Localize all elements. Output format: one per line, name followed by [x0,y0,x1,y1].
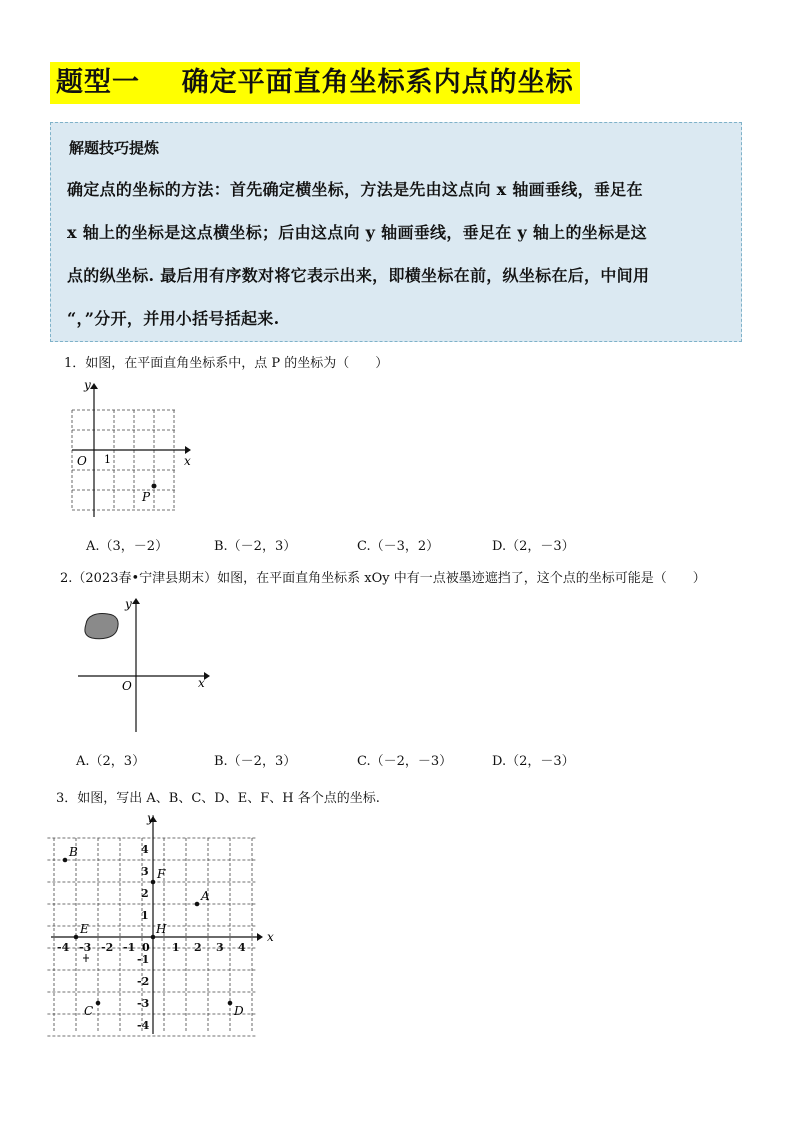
q3-point-label: E [80,922,89,936]
q3-point-label: H [156,922,167,936]
q2-text: 2.（2023春•宁津县期末）如图，在平面直角坐标系 xOy 中有一点被墨迹遮挡了，这个点的坐标可能是（ ） [60,571,706,586]
q3-y-tick-label: 1 [141,909,149,922]
q1-option-c[interactable]: C.（－3，2） [357,539,440,554]
q3-point-label: D [234,1004,244,1018]
q3-figure [45,810,285,1040]
q2-ink-blot [85,613,118,638]
q2-figure [72,590,222,740]
q1-text: 1．如图，在平面直角坐标系中，点 P 的坐标为（ ） [64,356,389,371]
q3-point-c [96,1001,101,1006]
q3-point-a [195,902,200,907]
q3-y-tick-label: -3 [137,997,150,1010]
q3-origin-label: 0 [142,941,150,954]
q1-unit-label: 1 [104,453,111,466]
q3-point-d [228,1001,233,1006]
q3-y-tick-label: -2 [137,975,150,988]
q1-option-d[interactable]: D.（2，－3） [492,539,575,554]
q3-point-label: C [84,1004,94,1018]
q3-point-h [151,935,156,940]
q1-option-a[interactable]: A.（3，－2） [86,539,169,554]
tip-line: 确定点的坐标的方法：首先确定横坐标，方法是先由这点向 x 轴画垂线，垂足在 [67,180,643,199]
q3-y-tick-label: 4 [141,843,149,856]
q3-y-axis-label: y [147,811,154,825]
tips-heading: 解题技巧提炼 [69,139,160,157]
q3-point-label: A [201,889,210,903]
q2-option-c[interactable]: C.（－2，－3） [357,754,453,769]
q3-y-tick-label: -1 [137,953,150,966]
q3-y-tick-label: 3 [141,865,149,878]
section-title: 题型一 确定平面直角坐标系内点的坐标 [50,62,580,104]
q1-point-p [152,484,157,489]
q1-y-axis-label: y [84,378,91,392]
tips-box [50,122,742,342]
q1-figure [60,375,200,520]
q2-origin-label: O [122,679,132,693]
q3-point-f [151,880,156,885]
q3-x-tick-label: -1 [123,941,136,954]
q2-option-d[interactable]: D.（2，－3） [492,754,575,769]
q1-x-axis-label: x [184,454,191,468]
q2-option-b[interactable]: B.（－2，3） [214,754,297,769]
q3-point-e [74,935,79,940]
q3-y-tick-label: -4 [137,1019,150,1032]
q3-x-tick-label: 2 [194,941,202,954]
q3-point-label: B [69,845,78,859]
q3-x-tick-label: 4 [238,941,246,954]
q3-y-tick-label: 2 [141,887,149,900]
q3-x-axis-label: x [267,930,274,944]
q2-y-axis-label: y [125,597,132,611]
tip-line: x 轴上的坐标是这点横坐标；后由这点向 y 轴画垂线，垂足在 y 轴上的坐标是这 [67,223,647,242]
q1-point-label: P [142,490,151,504]
q3-x-tick-label: -2 [101,941,114,954]
q3-x-tick-label: 1 [172,941,180,954]
q3-x-tick-label: -3 [79,941,92,954]
q2-x-axis-label: x [198,676,205,690]
q1-option-b[interactable]: B.（－2，3） [214,539,297,554]
q3-x-tick-label: -4 [57,941,70,954]
q1-origin-label: O [77,454,87,468]
tip-line: “，”分开，并用小括号括起来. [67,309,280,328]
q3-x-tick-label: 3 [216,941,224,954]
q2-option-a[interactable]: A.（2，3） [76,754,146,769]
q3-point-b [63,858,68,863]
tip-line: 点的纵坐标. 最后用有序数对将它表示出来，即横坐标在前，纵坐标在后，中间用 [67,266,650,285]
q3-text: 3．如图，写出 A、B、C、D、E、F、H 各个点的坐标. [56,791,380,806]
q3-point-label: F [157,867,166,881]
